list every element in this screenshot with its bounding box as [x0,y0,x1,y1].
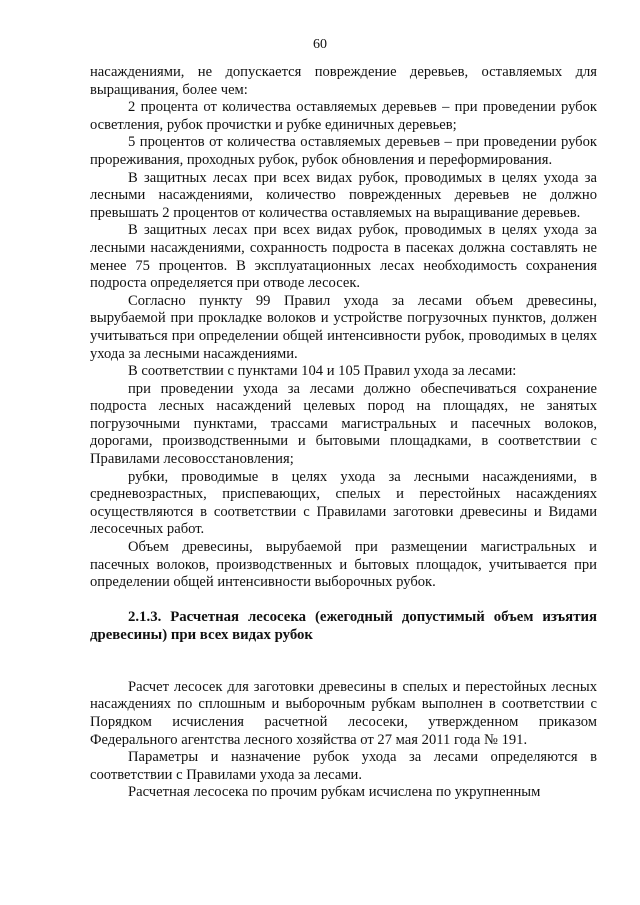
page-number: 60 [313,37,327,52]
paragraph: 5 процентов от количества оставляемых деревьев – при проведении рубок прореживания, проходных рубок, рубок обновления и переформирования. [90,134,597,168]
paragraph: Параметры и назначение рубок ухода за лесами определяются в соответствии с Правилами ухода за лесами. [90,749,597,783]
paragraph: Расчет лесосек для заготовки древесины в спелых и перестойных лесных насаждениях по сплошным и выборочным рубкам выполнен в соответствии с Порядком исчисления расчетной лесосеки, утвержденном приказом Федерального агентства лесного хозяйства от 27 мая 2011 года № 191. [90,678,597,748]
paragraph: Расчетная лесосека по прочим рубкам исчислена по укрупненным [128,784,541,801]
paragraph: рубки, проводимые в целях ухода за лесными насаждениями, в средневозрастных, приспевающих, спелых и перестойных насаждениях осуществляются в соответствии с Правилами заготовки древесины и Видами лесосечных работ. [90,468,597,538]
paragraph: при проведении ухода за лесами должно обеспечиваться сохранение подроста лесных насаждений целевых пород на площадях, не занятых погрузочными пунктами, трассами магистральных и пасечных волоков, дорогами, производственными и бытовыми площадками, в соответствии с Правилами лесовосстановления; [90,380,597,468]
paragraph: 2 процента от количества оставляемых деревьев – при проведении рубок осветления, рубок прочистки и рубке единичных деревьев; [90,99,597,133]
page-body [90,64,597,802]
paragraph: В защитных лесах при всех видах рубок, проводимых в целях ухода за лесными насаждениями, количество поврежденных деревьев не должно превышать 2 процентов от количества оставляемых на выращивание деревьев. [90,169,597,221]
heading-spacer [90,644,597,679]
paragraph: Согласно пункту 99 Правил ухода за лесами объем древесины, вырубаемой при прокладке волоков и устройстве погрузочных пунктов, должен учитываться при определении общей интенсивности рубок, проводимых в целях ухода за лесными насаждениями. [90,292,597,362]
paragraph: Объем древесины, вырубаемой при размещении магистральных и пасечных волоков, производственных и бытовых площадок, учитывается при определении общей интенсивности выборочных рубок. [90,539,597,591]
section-heading: 2.1.3. Расчетная лесосека (ежегодный допустимый объем изъятия древесины) при всех видах рубок [90,608,597,643]
paragraph: В соответствии с пунктами 104 и 105 Правил ухода за лесами: [128,363,517,380]
paragraph: В защитных лесах при всех видах рубок, проводимых в целях ухода за лесными насаждениями, сохранность подроста в пасеках должна составлять не менее 75 процентов. В эксплуатационных лесах необходимость сохранения подроста определяется при отводе лесосек. [90,222,597,292]
paragraph: насаждениями, не допускается повреждение деревьев, оставляемых для выращивания, более чем: [90,64,597,98]
